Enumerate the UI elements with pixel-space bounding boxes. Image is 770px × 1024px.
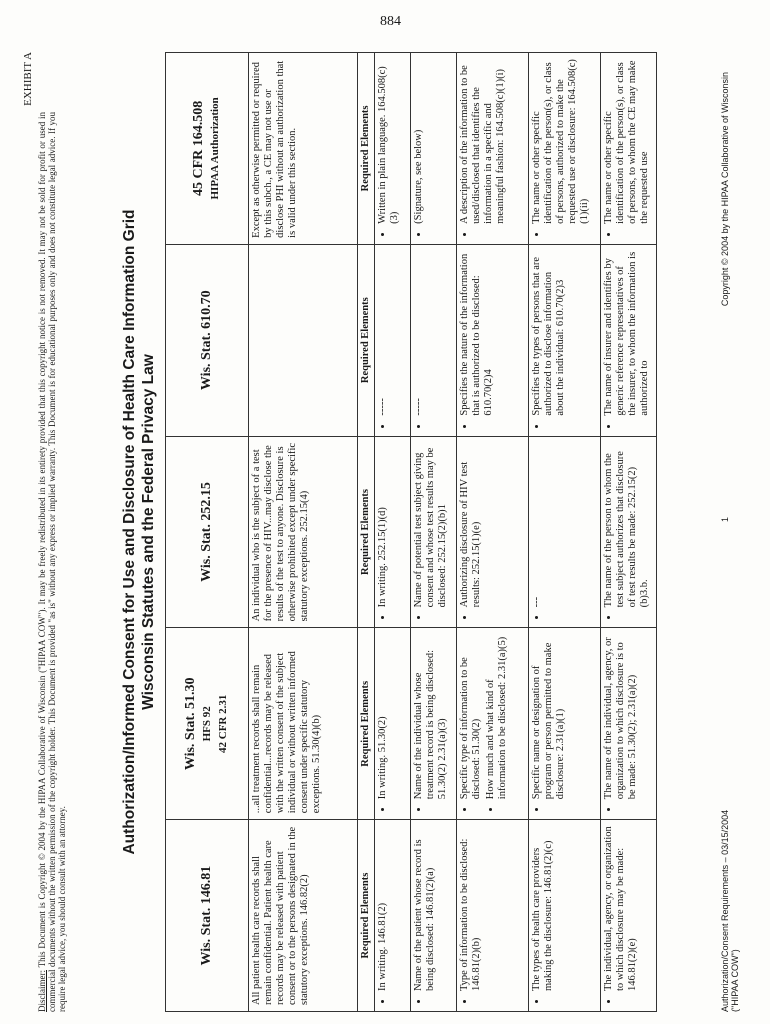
intro-cell: An individual who is the subject of a test for the presence of HIV...may disclose the results of the test to anyone. Disclosure is otherwise prohibited except under specific statutory exceptions. 252.15(4) xyxy=(249,436,358,628)
column-subtitle: 42 CFR 2.31 xyxy=(217,694,229,753)
element-item: • In writing. 252.15(1)(d) xyxy=(377,443,389,608)
rotated-page xyxy=(20,52,750,1012)
element-item: • Specifies the nature of the information that is authorized to be disclosed: 610.70(2)4 xyxy=(459,251,495,416)
column-header xyxy=(166,820,249,1012)
required-elements-row xyxy=(358,53,375,1012)
element-cell xyxy=(375,244,411,436)
column-subtitle: HIPAA Authorization xyxy=(209,97,221,200)
element-cell xyxy=(457,244,529,436)
element-item: • (Signature, see below) xyxy=(413,59,425,224)
column-header xyxy=(166,244,249,436)
column-title: Wis. Stat. 610.70 xyxy=(199,290,214,391)
column-title: Wis. Stat. 252.15 xyxy=(199,482,214,582)
element-item: • In writing. 51.30(2) xyxy=(377,634,389,799)
element-item: • ----- xyxy=(377,251,389,416)
disclaimer xyxy=(37,112,67,1012)
information-grid xyxy=(165,52,657,1012)
element-item: • Specifies the types of persons that are authorized to disclose information about the individual: 610.70(2)3 xyxy=(531,251,567,416)
intro-cell: All patient health care records shall remain confidential. Patient health care records may be released with patient consent or to the persons designated in the statutory exceptions. 146.82(2) xyxy=(249,820,358,1012)
title-line-1: Authorization/Informed Consent for Use and Disclosure of Health Care Information Grid xyxy=(121,209,138,855)
intro-row xyxy=(249,53,358,1012)
element-item: • The name of the individual, agency, or organization to which disclosure is to be made: 51.30(2); 2.31(a)(2) xyxy=(603,634,639,799)
disclaimer-label: Disclaimer: xyxy=(37,970,47,1012)
element-cell xyxy=(457,436,529,628)
element-row xyxy=(375,53,411,1012)
element-item: • Specific type of information to be disclosed: 51.30(2) xyxy=(459,634,483,799)
column-title: Wis. Stat. 146.81 xyxy=(199,865,214,966)
element-item: • Name of the individual whose treatment record is being disclosed: 51.30(2) 2.31(a)(3) xyxy=(413,634,449,799)
element-cell xyxy=(411,820,457,1012)
element-cell xyxy=(529,436,601,628)
element-cell xyxy=(411,244,457,436)
element-item: • The name of insurer and identifies by generic reference representatives of the insurer, to whom the information is authorized to xyxy=(603,251,651,416)
column-header xyxy=(166,53,249,245)
footer-left-line-1: Authorization/Consent Requirements – 03/15/2004 xyxy=(720,809,730,1012)
element-item: • The name or other specific identification of the person(s), or class of persons, to whom the CE may make the requested use xyxy=(603,59,651,224)
element-item: • Written in plain language. 164.508(c)(3) xyxy=(377,59,401,224)
footer-page-number: 1 xyxy=(720,516,730,522)
header-row xyxy=(166,53,249,1012)
required-elements-label: Required Elements xyxy=(358,436,375,628)
element-cell xyxy=(411,436,457,628)
element-cell xyxy=(601,820,657,1012)
element-cell xyxy=(411,53,457,245)
element-cell xyxy=(529,820,601,1012)
page-number: 884 xyxy=(380,14,401,29)
element-row xyxy=(601,53,657,1012)
column-header xyxy=(166,436,249,628)
element-cell xyxy=(457,53,529,245)
element-cell xyxy=(529,628,601,820)
footer-left-line-2: ("HIPAA COW") xyxy=(730,949,740,1012)
disclaimer-text: This Document is Copyright © 2004 by the HIPAA Collaborative of Wisconsin ("HIPAA COW"). It may be freely redistributed in its entirety provided that this copyright notice is not removed. It may not be sold for profit or used in commercial documents without the written permission of the copyright holder. This Document is provided "as is" without any express or implied warranty. This Document is for educational purposes only and does not constitute legal advice. If you require legal advice, you should consult with an attorney. xyxy=(37,112,67,1012)
element-row xyxy=(457,53,529,1012)
column-title: 45 CFR 164.508 xyxy=(191,100,206,197)
element-row xyxy=(411,53,457,1012)
required-elements-label: Required Elements xyxy=(358,244,375,436)
element-cell xyxy=(457,628,529,820)
intro-cell: ...all treatment records shall remain confidential...records may be released with the written consent of the subject individual or without written informed consent under specific statutory exceptions. 51.30(4)(b) xyxy=(249,628,358,820)
element-item: • Type of information to be disclosed: 146.81(2)(b) xyxy=(459,826,483,991)
required-elements-label: Required Elements xyxy=(358,628,375,820)
element-cell xyxy=(601,628,657,820)
element-cell xyxy=(375,628,411,820)
document-title xyxy=(120,52,158,1012)
intro-cell xyxy=(249,244,358,436)
element-item: • A description of the information to be used/disclosed that identifies the information in a specific and meaningful fashion: 164.508(c)(1)(i) xyxy=(459,59,507,224)
element-cell xyxy=(601,53,657,245)
intro-cell: Except as otherwise permitted or required by this subch., a CE may not use or disclose PHI without an authorization that is valid under this section. xyxy=(249,53,358,245)
element-item: • ----- xyxy=(413,251,425,416)
element-cell xyxy=(457,820,529,1012)
element-cell xyxy=(601,436,657,628)
element-cell xyxy=(529,53,601,245)
element-item: • The individual, agency, or organization to which disclosure may be made: 146.81(2)(e) xyxy=(603,826,639,991)
exhibit-label: EXHIBIT A xyxy=(22,52,34,106)
element-cell xyxy=(375,436,411,628)
required-elements-label: Required Elements xyxy=(358,820,375,1012)
element-item: • In writing. 146.81(2) xyxy=(377,826,389,991)
column-title: Wis. Stat. 51.30 xyxy=(183,677,198,771)
footer-copyright: Copyright © 2004 by the HIPAA Collaborative of Wisconsin xyxy=(720,72,730,307)
column-header xyxy=(166,628,249,820)
element-item: • How much and what kind of information to be disclosed: 2.31(a)(5) xyxy=(485,634,509,799)
required-elements-label: Required Elements xyxy=(358,53,375,245)
element-cell xyxy=(411,628,457,820)
element-item: • The name or other specific identification of the person(s), or class of persons, authorized to make the requested use or disclosure: 164.508(c)(1)(ii) xyxy=(531,59,591,224)
element-cell xyxy=(601,244,657,436)
element-item: • --- xyxy=(531,443,543,608)
element-cell xyxy=(375,53,411,245)
element-item: • Name of the patient whose record is being disclosed: 146.81(2)(a) xyxy=(413,826,437,991)
element-cell xyxy=(375,820,411,1012)
element-row xyxy=(529,53,601,1012)
element-item: • Specific name or designation of program or person permitted to make disclosure: 2.31(a)(1) xyxy=(531,634,567,799)
column-subtitle: HFS 92 xyxy=(201,706,213,742)
element-item: • Authorizing disclosure of HIV test results: 252.15(1)(e) xyxy=(459,443,483,608)
element-item: • Name of potential test subject giving consent and whose test results may be disclosed: 252.15(2)(b)1 xyxy=(413,443,449,608)
element-cell xyxy=(529,244,601,436)
element-item: • The types of health care providers making the disclosure: 146.81(2)(c) xyxy=(531,826,555,991)
title-line-2: Wisconsin Statutes and the Federal Privacy Law xyxy=(140,354,157,710)
element-item: • The name of the person to whom the test subject authorizes that disclosure of test results be made: 252.15(2)(b)3.b. xyxy=(603,443,651,608)
footer-left xyxy=(720,810,740,1012)
